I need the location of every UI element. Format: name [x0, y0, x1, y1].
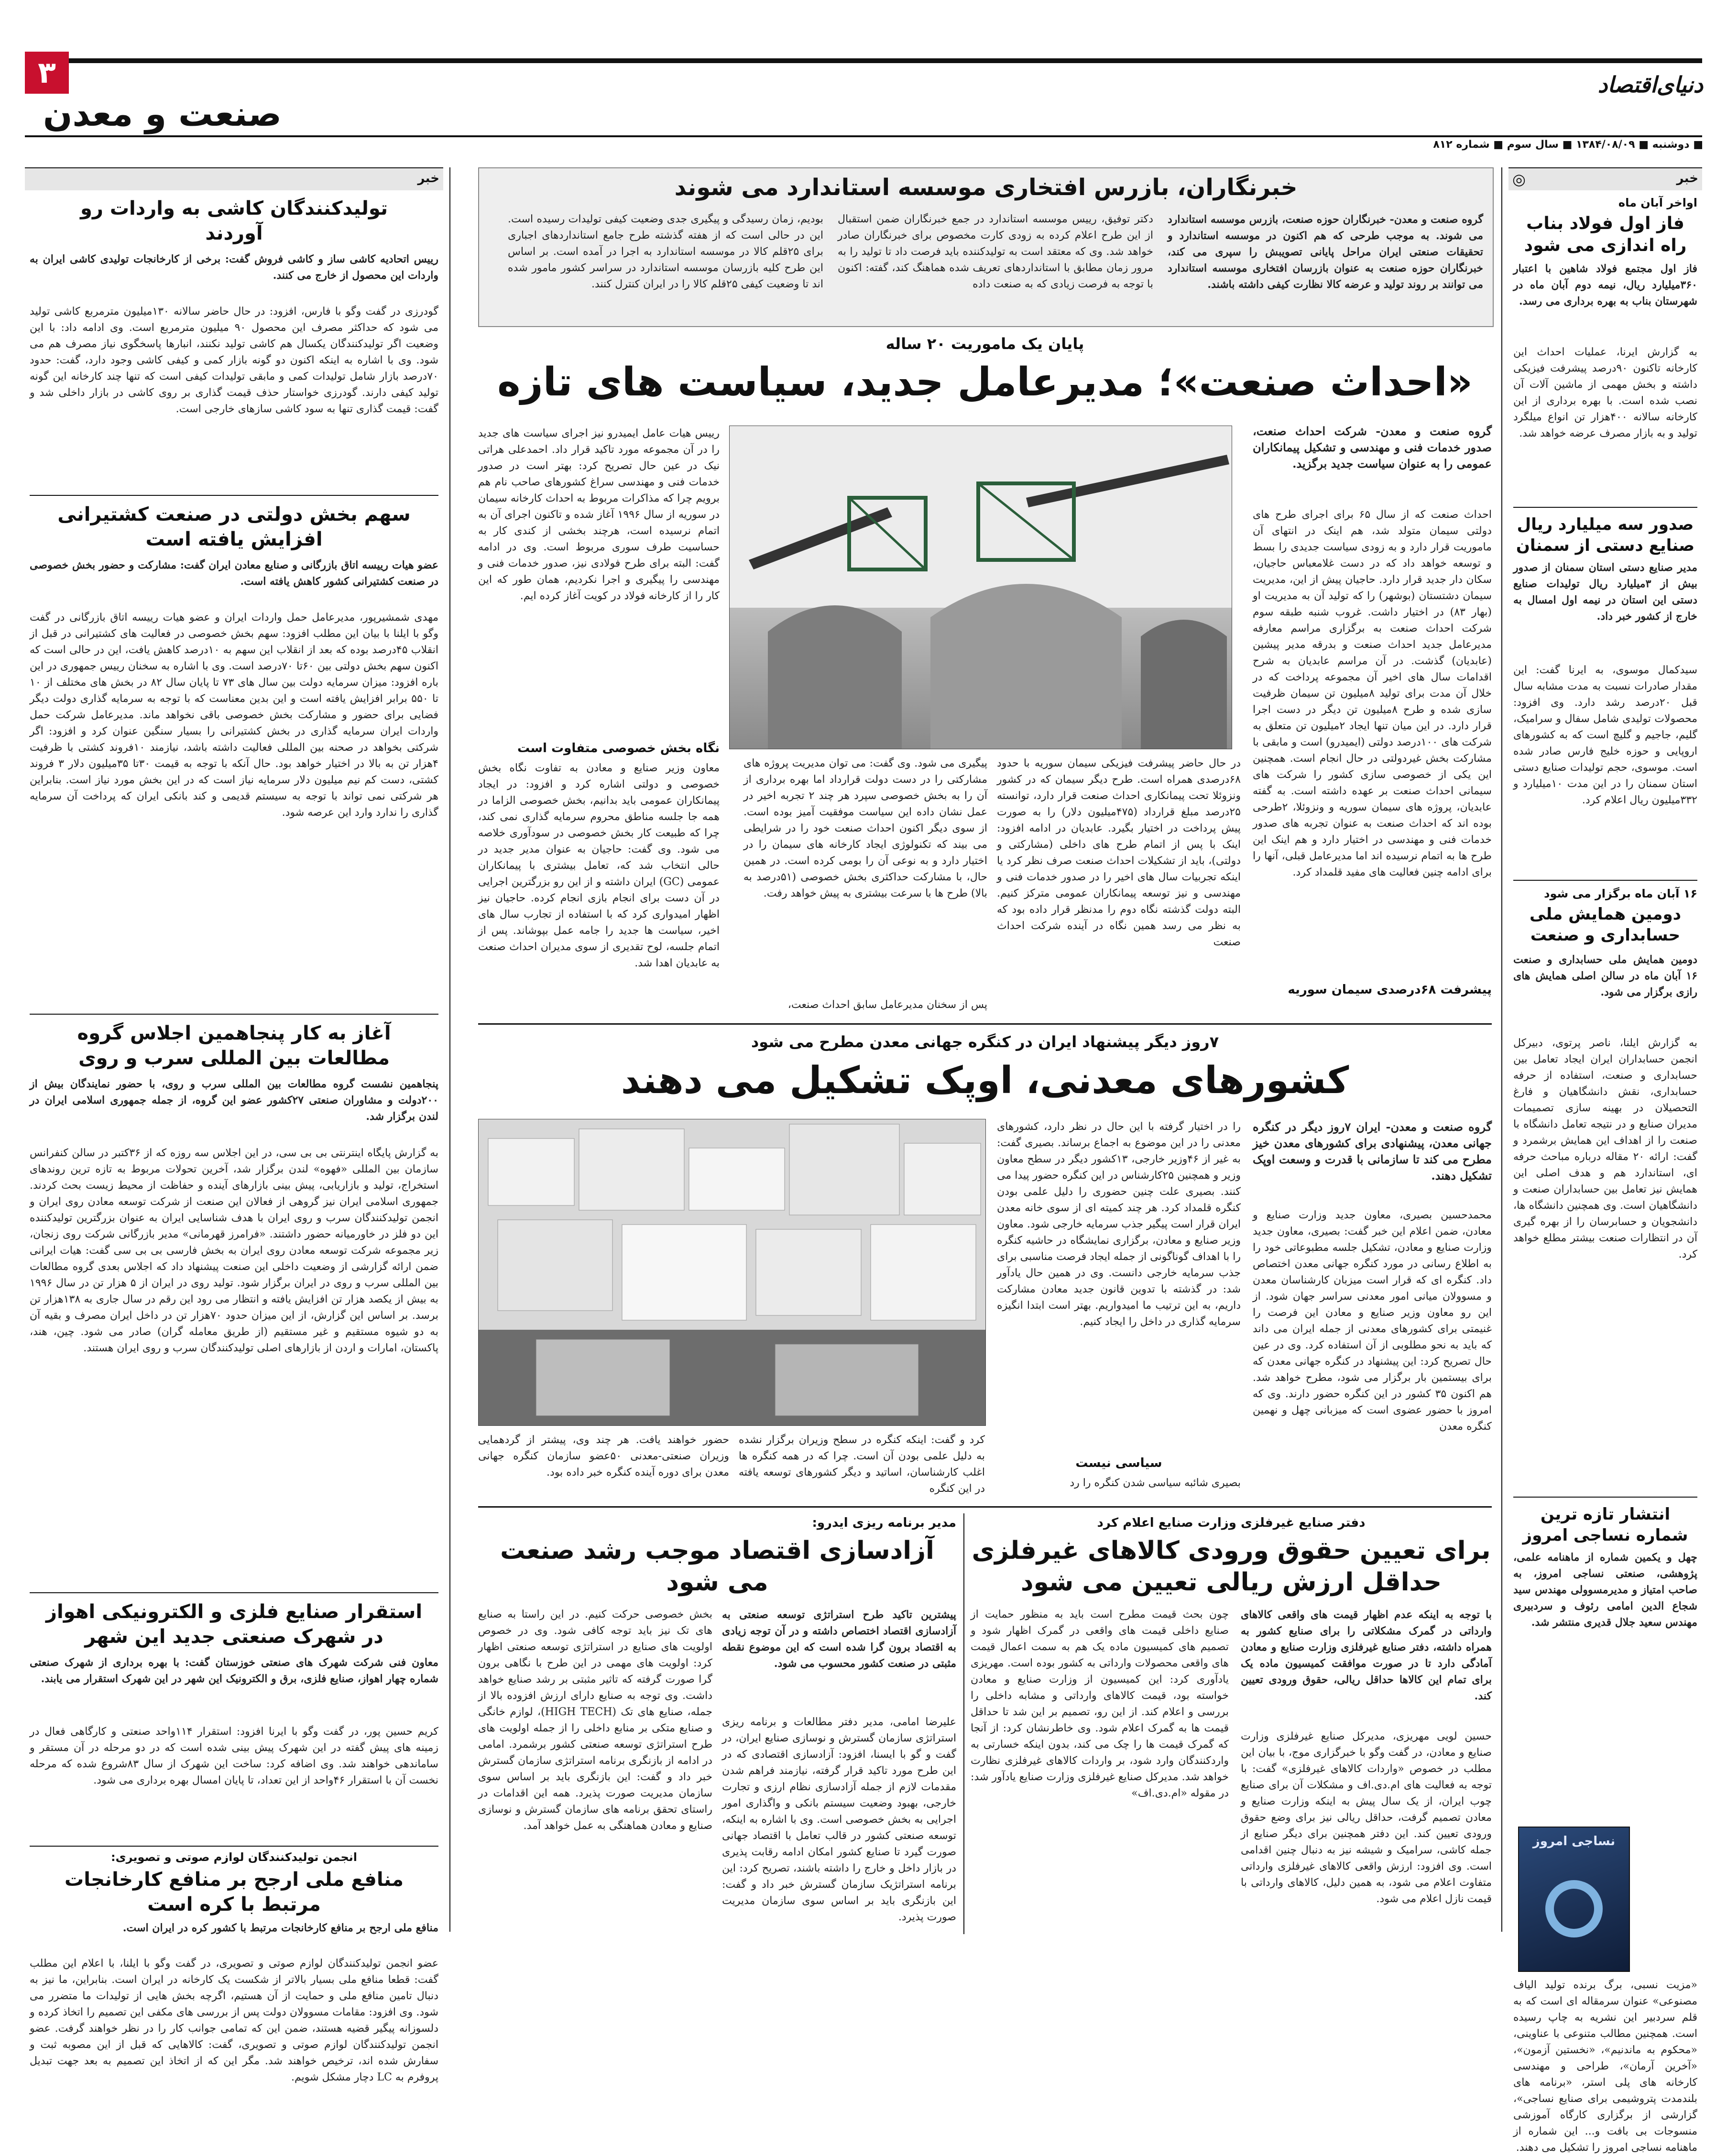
block-7 — [622, 1225, 746, 1320]
top-box-headline: خبرنگاران، بازرس افتخاری موسسه استاندارد می شوند — [674, 174, 1298, 201]
story-textile-body: «مزیت نسبی، برگ برنده تولید الیاف مصنوعی» عنوان سرمقاله ای است که به قلم سردبیر این نشریه به چاپ رسیده است. همچنین مطالب متنوعی با عناوینی، «محکوم به ماندنیم»، «نخستین آزمون»، «آخرین آرمان»، طراحی و مهندسی کارخانه های پلی استر، «برنامه های بلندمدت پتروشیمی برای صنایع نساجی»، گزارشی از برگزاری کارگاه آموزشی منسوجات بی بافت و... این شماره از ماهنامه نساجی امروز را تشکیل می دهند. — [1513, 1979, 1697, 2154]
sep-second-bottom — [478, 1506, 1492, 1508]
marble-quarry-photo — [478, 1119, 986, 1426]
story-ahvaz-lead: معاون فنی شرکت شهرک های صنعتی خوزستان گفت: با بهره برداری از شهرک صنعتی شماره چهار اهواز، صنایع فلزی، برق و الکترونیک این شهر در این شهرک استقرار می یابند. — [30, 1656, 438, 1685]
dateline: ■ دوشنبه ■ ۱۳۸۴/۰۸/۰۹ ■ سال سوم ■ شماره ۸۱۲ — [1433, 139, 1703, 151]
bottom-right-headline: برای تعیین حقوق ورودی کالاهای غیرفلزی حداقل ارزش ریالی تعیین می شود — [972, 1536, 1491, 1597]
story-accounting-headline: دومین همایش ملی حسابداری و صنعت — [1529, 905, 1682, 945]
second-story-headline: کشورهای معدنی، اوپک تشکیل می دهند — [621, 1059, 1349, 1102]
story-korea-headline: منافع ملی ارجح بر منافع کارخانجات مرتبط با کره است — [65, 1869, 404, 1915]
globe-icon: ◎ — [1512, 170, 1526, 188]
news-label-text: خبر — [417, 171, 439, 186]
story-lead-zinc-headline: آغاز به کار پنجاهمین اجلاس گروه مطالعات بین المللی سرب و روی — [77, 1022, 391, 1069]
second-story-col2b: بصیری شائبه سیاسی شدن کنگره را رد — [1070, 1477, 1241, 1489]
story-textile-headline: انتشار تازه ترین شماره نساجی امروز — [1522, 1505, 1688, 1545]
sky — [730, 426, 1232, 608]
left-sep-1 — [30, 495, 438, 496]
main-story-lead: گروه صنعت و معدن- شرکت احداث صنعت، صدور خدمات فنی و مهندسی و تشکیل پیمانکاران عمومی را به عنوان سیاست جدید برگزید. — [1253, 424, 1492, 471]
bottom-right-col2: چون بحث قیمت مطرح است باید به منظور حمایت از صنایع داخلی قیمت های واقعی در گمرک اظهار شود و تصمیم های کمیسیون ماده یک هم به سمت اعمال قیمت های واقعی محصولات وارداتی به کشور بوده است. مهریزی یادآوری کرد: این کمیسیون از وزارت صنایع و معادن خواسته بود، قیمت کالاهای وارداتی و مشابه داخلی را بررسی و اعلام کند. از این رو، تصمیم بر این شد تا حداقل قیمت ها به گمرک اعلام شود. وی خاطرنشان کرد: از آنجا که گمرک قیمت ها را چک می کند، بدون اینکه خسارتی به واردکنندگان وارد شود، بر واردات کالاهای غیرفلزی نظارت خواهد شد. مدیرکل صنایع غیرفلزی وزارت صنایع یادآور شد: در مقوله «ام.دی.اف» — [971, 1609, 1229, 1799]
story-bonab-lead: فاز اول مجتمع فولاد شاهین با اعتبار ۳۶۰میلیارد ریال، نیمه دوم آبان ماه در شهرستان بناب به بهره برداری می رسد. — [1513, 263, 1697, 307]
top-box-col3: بودیم، زمان رسیدگی و پیگیری جدی وضعیت کیفی تولیدات رسیده است. این در حالی است که از هفته گذشته طرح جامع استانداردهای اجباری برای ۲۵قلم کالا در موسسه استاندارد به اجرا در آمده است. بر اساس این طرح کلیه بازرسان موسسه استاندارد در سراسر کشور مامور شده اند تا وضعیت کیفی ۲۵قلم کالا را در ایران کنترل کنند. — [508, 213, 824, 290]
bottom-left-kicker: مدیر برنامه ریزی ایدرو: — [812, 1516, 956, 1530]
block-9 — [871, 1225, 976, 1320]
news-label-right — [1508, 167, 1702, 190]
second-story-subhead: سیاسی نیست — [1075, 1456, 1162, 1470]
second-story-kicker: ۷روز دیگر پیشنهاد ایران در کنگره جهانی معدن مطرح می شود — [751, 1033, 1219, 1051]
story-accounting-lead: دومین همایش ملی حسابداری و صنعت ۱۶ آبان ماه در سالن اصلی همایش های رازی برگزار می شود. — [1513, 953, 1697, 998]
top-box-col2: دکتر توفیق، رییس موسسه استاندارد در جمع خبرنگاران ضمن استقبال از این طرح اعلام کرده به زودی کارت مخصوص برای خبرنگاران صادر خواهد شد. وی که معتقد است به تولیدکننده باید فرصت داد تا تولید را به مرور زمان مطابق با استانداردهای تعریف شده هماهنگ کند، گفته: اکنون با توجه به فرصت زیادی که به صنعت داده — [838, 213, 1153, 290]
block-8 — [756, 1229, 861, 1315]
magazine-emblem — [1545, 1880, 1603, 1937]
masthead-under-rule — [25, 135, 1702, 137]
magazine-cover — [1518, 1827, 1630, 1972]
story-shipping-headline: سهم بخش دولتی در صنعت کشتیرانی افزایش یافته است — [57, 503, 411, 550]
story-tile-body: گودرزی در گفت وگو با فارس، افزود: در حال حاضر سالانه ۱۳۰میلیون مترمربع کاشی تولید می شود که حداکثر مصرف این محصول ۹۰ میلیون مترمربع است. وی ادامه داد: با این وضعیت اگر تولیدکنندگان یکسال هم کاشی تولید نکنند، انبارها پاسخگوی نیاز مصرف هم می شود. وی با اشاره به اینکه اکنون دو گونه بازار کمی و کیفی کاشی وجود دارد، گفت: حدود ۷۰درصد بازار شامل تولیدات کمی و مابقی تولیدات کیفی است که تنها چند کارخانه این گونه تولید کیفی دارند. گودرزی خواستار حذف قیمت گذاری بر روی کاشی در بازار داخلی شد و گفت: قیمت گذاری تنها به سود کاشی سازهای خارجی است. — [30, 306, 438, 415]
second-story — [478, 1033, 1492, 1501]
story-accounting-kicker: ۱۶ آبان ماه برگزار می شود — [1544, 887, 1697, 900]
masthead — [0, 0, 1727, 158]
left-sep-4 — [30, 1846, 438, 1847]
story-korea-lead: منافع ملی ارجح بر منافع کارخانجات مرتبط با کشور کره در ایران است. — [122, 1922, 438, 1934]
story-tile-headline: تولیدکنندگان کاشی به واردات رو آوردند — [80, 197, 388, 244]
main-story-kicker: پایان یک ماموریت ۲۰ ساله — [885, 335, 1084, 353]
block-6 — [498, 1220, 612, 1311]
story-ahvaz-body: کریم حسین پور، در گفت وگو با ایرنا افزود: استقرار ۱۱۴واحد صنعتی و کارگاهی فعال در زمینه های پیش گفته در این شهرک پیش بینی شده است که در دو مرحله در آن مستقر و ساماندهی خواهند شد. وی اضافه کرد: ساخت این شهرک از سال ۸۳شروع شده که مرحله نخست آن با استقرار ۴۶واحد از این تعداد، تا پایان امسال بهره برداری می شود. — [30, 1726, 438, 1786]
right-sep-3 — [1513, 1497, 1697, 1498]
bottom-left-lead: پیشترین تاکید طرح استراتژی توسعه صنعتی به آزادسازی اقتصاد اختصاص داشته و در آن توجه زیادی به اقتصاد برون گرا شده است که این موضوع نقطه مثبتی در صنعت کشور محسوب می شود. — [722, 1609, 956, 1670]
main-story-left-col: رییس هیات عامل ایمیدرو نیز اجرای سیاست های جدید را در آن مجموعه مورد تاکید قرار داد. احمدعلی هراتی نیک در عین حال تصریح کرد: بهتر است در صدور خدمات فنی و مهندسی سراغ کشورهای صاحب نام هم برویم چرا که مذاکرات مربوط به احداث کارخانه سیمان در سوریه از سال ۱۹۹۶ آغاز شده و تاکنون اجرای آن به اتمام نرسیده است، هرچند بخشی از کندی کار به حساسیت طرف سوری مربوط است. وی در ادامه گفت: البته برای طرح فولادی نیز، صدور خدمات فنی و مهندسی را پیگیری و اجرا نکردیم، همان طور که این کار را از کارخانه فولاد در کویت آغاز کرده ایم. — [478, 427, 720, 602]
sep-main-second — [478, 1023, 1492, 1025]
block-5 — [904, 1143, 981, 1215]
bottom-right-col1: حسین لویی مهریزی، مدیرکل صنایع غیرفلزی وزارت صنایع و معادن، در گفت وگو با خبرگزاری موج، با بیان این مطلب در خصوص «واردات کالاهای غیرفلزی» گفت: با توجه به فعالیت های ام.دی.اف و مشکلات آن برای صنایع چوب ایران، از یک سال پیش به اینکه وزارت صنایع و معادن تصمیم گرفت، حداقل ریالی نیز برای وضع حقوق ورودی تعیین کند. این دفتر همچنین برای دیگر صنایع از جمله کاشی، سرامیک و شیشه نیز به دنبال چنین اقدامی است. وی افزود: ارزش واقعی کالاهای غیرفلزی وارداتی متفاوت اعلام می شود، به همین دلیل، کالاهای وارداتی با قیمت نازل اعلام می شود. — [1241, 1730, 1492, 1905]
main-story — [478, 335, 1492, 1018]
main-story-left-col2: معاون وزیر صنایع و معادن به تفاوت نگاه بخش خصوصی و دولتی اشاره کرد و افزود: در ایجاد پیمانکاران عمومی باید بدانیم، بخش خصوصی الزاما در همه جا جلسه مناطق محروم سرمایه گذاری نمی کند، چرا که طبیعت کار بخش خصوصی در سودآوری خلاصه می شود. وی گفت: حاجیان به عنوان مدیر جدید در حالی انتخاب شد که، تعامل بیشتری با پیمانکاران عمومی (GC) ایران داشته و از این رو بزرگترین اجرایی در آن دست برای انجام بازی انجام کرده. حاجیان نیز اظهار امیدواری کرد که با استفاده از تجارب سال های اخیر، سیاست ها جدید را جامه عمل بپوشاند. پس از اتمام جلسه، لوح تقدیری از سوی مدیران احداث صنعت به عابدیان اهدا شد. — [478, 762, 720, 969]
left-sep-2 — [30, 1014, 438, 1015]
main-story-right-col: احداث صنعت که از سال ۶۵ برای اجرای طرح های دولتی سیمان متولد شد، هم اینک در انتهای آن ماموریت قرار دارد و به زودی سیاست جدیدی را بسط و توسعه خواهد داد که در دست غلامعباس حاجیان، سکان دار جدید قرار دارد. حاجیان پیش از این، مدیریت سیمان دشتستان (بوشهر) را که تولید آن به مدیریت او (بهار ۸۳) در اختیار داشت. غروب شنبه طبقه سوم شرکت احداث صنعت به برگزاری مراسم معارفه مدیرعامل جدید احداث صنعت و بدرقه مدیر پیشین (عابدیان) گذشت. در آن مراسم عابدیان به شرح اقدامات سال های اخیر آن مجموعه پرداخت که در خلال آن مدت برای تولید ۸میلیون تن سیمان ظرفیت سازی شده و طرح ۸میلیون تن دیگر در دست اجرا قرار دارد. در این میان تنها ایجاد ۲میلیون تن متعلق به شرکت های ۱۰۰درصد دولتی (ایمیدرو) است و مابقی با مشارکت بخش غیردولتی در حال انجام است. همچنین این یکی از خصوصی سازی کشور را شرکت های سیمانی احداث صنعت بر عهده داشته است. به گفته عابدیان، پروژه های سیمان سوریه و ونزوئلا، ۲طرحی بوده اند که احداث صنعت به عنوان تجربه های صدور خدمات فنی و مهندسی در اختیار دارد و هم اینک این طرح ها به اتمام نرسیده اند اما مدیرعامل قبلی، آنها را برای ادامه چنین فعالیت های مفید قلمداد کرد. — [1253, 509, 1492, 878]
right-sidebar — [1508, 167, 1702, 2154]
block-3 — [689, 1148, 785, 1210]
story-semnan-lead: مدیر صنایع دستی استان سمنان از صدور بیش از ۳میلیارد ریال تولیدات صنایع دستی این استان در نیمه اول امسال به خارج از کشور خبر داد. — [1513, 561, 1697, 623]
bottom-right-story — [971, 1516, 1492, 1937]
news-label-text: خبر — [1676, 171, 1698, 186]
silo-far — [1141, 620, 1227, 749]
story-bonab-kicker: اواخر آبان ماه — [1618, 196, 1697, 209]
divider-bottom-stories — [963, 1513, 964, 1934]
top-box — [478, 167, 1494, 327]
story-shipping-lead: عضو هیات رییسه اتاق بازرگانی و صنایع معادن ایران گفت: مشارکت و حضور بخش خصوصی در صنعت کشتیرانی کشور کاهش یافته است. — [30, 559, 438, 588]
story-bonab-headline: فاز اول فولاد بناب راه اندازی می شود — [1524, 214, 1687, 255]
bottom-right-kicker: دفتر صنایع غیرفلزی وزارت صنایع اعلام کرد — [1097, 1516, 1366, 1530]
story-tile-lead: رییس اتحادیه کاشی ساز و کاشی فروش گفت: برخی از کارخانجات تولیدی کاشی ایران به واردات این محصول از خارج می کنند. — [30, 253, 438, 282]
main-story-headline: «احداث صنعت»؛ مدیرعامل جدید، سیاست های تازه — [497, 360, 1473, 405]
bottom-left-story — [478, 1516, 956, 1937]
story-accounting-body: به گزارش ایلنا، ناصر پرتوی، دبیرکل انجمن حسابداران ایران ایجاد تعامل بین حسابداری و صنعت، استفاده از حرفه حسابداری، نقش دانشگاهیان و فارغ التحصیلان در بهینه سازی تصمیمات مدیران صنایع و در نتیجه تعامل دانشگاه با صنعت را از اهداف این همایش برشمرد و گفت: ارائه ۲۰ مقاله درباره مباحث حرفه ای، استاندارد هم و هدف اصلی این همایش نیز تعامل بین حسابداران صنعت و دانشگاهیان است. وی همچنین دانشگاه ها، دانشجویان و حسابرسان را از بهره گیری آن در انتظارات صنعت بیشتر مطلع خواهد کرد. — [1513, 1037, 1697, 1260]
story-ahvaz-headline: استقرار صنایع فلزی و الکترونیکی اهواز در شهرک صنعتی جدید این شهر — [45, 1601, 423, 1648]
right-sep-1 — [1513, 507, 1697, 508]
story-semnan-headline: صدور سه میلیارد ریال صنایع دستی از سمنان — [1516, 515, 1695, 555]
page-number: ۳ — [38, 55, 56, 90]
silo-left — [768, 605, 902, 749]
bottom-left-col1: علیرضا امامی، مدیر دفتر مطالعات و برنامه ریزی استراتژی سازمان گسترش و نوسازی صنایع ایران، در گفت و گو با ایسنا، افزود: آزادسازی اقتصادی که در این طرح مورد تاکید قرار گرفته، نیازمند فراهم شدن مقدمات لازم از جمله آزادسازی نظام ارزی و تجارت خارجی، بهبود وضعیت سیستم بانکی و واگذاری امور اجرایی به بخش خصوصی است. وی با اشاره به اینکه، توسعه صنعتی کشور در قالب تعامل با اقتصاد جهانی صورت گیرد تا صنایع کشور امکان ادامه رقابت پذیری در بازار داخل و خارج را داشته باشند، تصریح کرد: این برنامه استراتژیک سازمان گسترش خبر داد و گفت: این بازنگری باید بر اساس سوی سازمان مدیریت صورت پذیرد. — [722, 1716, 956, 1923]
story-semnan-body: سیدکمال موسوی، به ایرنا گفت: این مقدار صادرات نسبت به مدت مشابه سال قبل ۲۰درصد رشد دارد. وی افزود: محصولات تولیدی شامل سفال و سرامیک، گلیم، جاجیم و گلیچ است که به کشورهای اروپایی و حوزه خلیج فارس صادر شده است. موسوی، حجم تولیدات صنایع دستی استان سمنان را در این مدت ۱۰میلیارد و ۳۳۲میلیون ریال اعلام کرد. — [1513, 664, 1698, 806]
second-story-col2: را در اختیار گرفته با این حال در نظر دارد، کشورهای معدنی را در این موضوع به اجماع برساند. بصیری گفت: به غیر از ۴۶وزیر خارجی، ۱۳کشور دیگر در سطح معاون وزیر و همچنین ۲۵کارشناس در این کنگره حضور پیدا می کنند. بصیری علت چنین حضوری را دلیل علمی بودن کنگره قلمداد کرد. هر چند کمیته ای از سوی خانه معدن ایران قرار است پیگیر جذب سرمایه خارجی شود. معاون وزیر صنایع و معادن، برگزاری نمایشگاه در حاشیه کنگره را با اهداف گوناگونی از جمله ایجاد فرصت مناسبی برای جذب سرمایه خارجی دانست. وی در همین حال یادآور شد: در گذشته با تدوین قانون جدید معادن مشارکت داریم، به این ترتیب ما امیدواریم. بهتر است ابتدا انگیزه سرمایه گذاری در داخل را ایجاد کنیم. — [997, 1121, 1241, 1328]
block-1 — [488, 1138, 574, 1205]
main-story-caption: پس از سخنان مدیرعامل سابق احداث صنعت، — [787, 999, 987, 1011]
newspaper-logo: دنیای‌اقتصاد — [1597, 72, 1703, 98]
cement-plant-drawing — [730, 426, 1232, 749]
news-label-left — [25, 167, 443, 190]
bottom-right-lead: با توجه به اینکه عدم اظهار قیمت های واقعی کالاهای وارداتی در گمرک مشکلاتی را برای صنایع کشور به همراه داشته، دفتر صنایع غیرفلزی وزارت صنایع و معادن آمادگی دارد تا در صورت موافقت کمیسیون ماده یک برای تمام این کالاها حداقل ریالی، حقوق ورودی تعیین کند. — [1241, 1609, 1492, 1702]
second-story-lead: گروه صنعت و معدن- ایران ۷روز دیگر در کنگره جهانی معدن، پیشنهادی برای کشورهای معدن خیز مطرح می کند تا سازمانی با قدرت و وسعت اوپک تشکیل دهند. — [1253, 1120, 1492, 1182]
block-4 — [789, 1124, 899, 1215]
left-sep-3 — [30, 1592, 438, 1593]
story-lead-zinc-lead: پنجاهمین نشست گروه مطالعات بین المللی سرب و روی، با حضور نمایندگان بیش از ۲۰۰دولت و مشاوران صنعتی ۲۷کشور عضو این گروه، از جمله جمهوری اسلامی ایران در لندن برگزار شد. — [30, 1078, 438, 1123]
bottom-left-headline: آزادسازی اقتصاد موجب رشد صنعت می شود — [500, 1536, 934, 1597]
second-story-photo-cap1: کرد و گفت: اینکه کنگره در سطح وزیران برگزار نشده به دلیل علمی بودن آن است. چرا که در همه کنگره ها اغلب کارشناسان، اساتید و دیگر کشورهای توسعه یافته در این کنگره — [739, 1434, 985, 1495]
bottom-left-col2: بخش خصوصی حرکت کنیم. در این راستا به صنایع های تک نیز باید توجه کافی شود. وی در خصوص اولویت های صنایع در استراتژی توسعه صنعتی اظهار کرد: اولویت های مهمی در این طرح با نگاهی برون گرا صورت گرفته که تاثیر مثبتی بر رشد صنایع خواهد داشت. وی توجه به صنایع دارای ارزش افزوده بالا از جمله، صنایع های تک (HIGH TECH)، لوازم خانگی و صنایع متکی بر منابع داخلی را از جمله اولویت های طرح استراتژی توسعه صنعتی کشور برشمرد. امامی در ادامه از بازنگری برنامه استراتژی سازمان گسترش خبر داد و گفت: این بازنگری باید بر اساس سوی سازمان مدیریت صورت پذیرد. همه این اقدامات در راستای تحقق برنامه های سازمان گسترش و نوسازی صنایع و معادن هماهنگی به عمل خواهد آمد. — [478, 1609, 712, 1832]
block-11 — [775, 1344, 918, 1416]
block-10 — [536, 1339, 670, 1416]
cement-plant-photo — [729, 426, 1232, 749]
main-story-subhead-right: پیشرفت ۶۸درصدی سیمان سوریه — [1288, 983, 1492, 997]
second-story-col1: محمدحسین بصیری، معاون جدید وزارت صنایع و معادن، ضمن اعلام این خبر گفت: بصیری، معاون جدید وزارت صنایع و معادن، تشکیل جلسه مطبوعاتی خود را به اطلاع رسانی در مورد کنگره جهانی معدن اختصاص داد. کنگره ای که قرار است میزبان کارشناسان معدن و مسوولان میانی امور معدنی سراسر جهان شود. از این رو معاون وزیر صنایع و معادن این فرصت را غنیمتی برای کشورهای معدنی از جمله ایران می داند که باید به نحو مطلوبی از آن استفاده کرد. وی در عین حال تصریح کرد: این پیشنهاد در کنگره جهانی معدن که برای بیستمین بار برگزار می شود، مطرح خواهد شد. هم اکنون ۳۵ کشور در این کنگره حضور دارند. وی که امروز با حضور عضوی است که میزبانی چهل و نهمین کنگره معدن — [1253, 1209, 1492, 1433]
story-shipping-body: مهدی شمشیرپور، مدیرعامل حمل واردات ایران و عضو هیات رییسه اتاق بازرگانی در گفت وگو با ایلنا با بیان این مطلب افزود: سهم بخش خصوصی در فعالیت های کشتیرانی در قبل از انقلاب ۴۵درصد بوده که بعد از انقلاب این سهم به ۱۰درصد کاهش یافت، این در حالی است که اکنون سهم بخش دولتی بین ۶۰تا ۷۰درصد است. وی با اشاره به سخنان رییس جمهوری در این باره افزود: میزان سرمایه دولت بین سال های ۷۳ تا پایان سال ۸۲ در بخش های مختلف از ۱۰ تا ۵۵۰ برابر افزایش یافته است و این بدین معناست که با توجه به سرمایه گذاری دولت دیگر فضایی برای حضور و مشارکت بخش خصوصی باقی نخواهد ماند. مدیرعامل شرکت حمل واردات ایران سرمایه گذاری در بخش کشتیرانی را بسیار سنگین عنوان کرد و افزود: اگر شرکتی بخواهد در صحنه بین المللی فعالیت داشته باشد، نیازمند ۱۰فروند کشتی با ظرفیت ۴هزار تن به بالا در اختیار خواهد بود. حال آنکه با توجه به قیمت ۳۰تا ۳۵میلیون دلار ۳ فروند کشتی، دست کم نیم میلیون دلار سرمایه نیاز است که در این بخش مورد نیاز است. بنابراین هر شرکتی نمی تواند با توجه به سیستم قدیمی و کند بانکی ایران که پرداخت آن سرمایه گذاری را ندارد وارد این عرصه شود. — [30, 612, 439, 819]
right-sep-2 — [1513, 880, 1697, 881]
main-story-mid-col2: پیگیری می شود. وی گفت: می توان مدیریت پروژه های مشارکتی را در دست دولت قرارداد اما بهره برداری از آن را به بخش خصوصی سپرد هر چند ۲ تجربه اخیر در عمل نشان داده این سیاست موفقیت آمیز بوده است. از سوی دیگر اکنون احداث صنعت خود را در شرایطی می بیند که تکنولوژی ایجاد کارخانه های سیمان را در اختیار دارد و به نوعی آن را بومی کرده است. در همین حال، با مشارکت حداکثری بخش خصوصی (۵۱درصد به بالا) طرح ها با سرعت بیشتری به پیش خواهد رفت. — [743, 757, 988, 899]
page-number-box — [25, 52, 69, 94]
divider-right-sidebar — [1501, 167, 1502, 1932]
story-bonab-body: به گزارش ایرنا، عملیات احداث این کارخانه تاکنون ۹۰درصد پیشرفت فیزیکی داشته و بخش مهمی از ماشین آلات آن نصب شده است. با بهره برداری از این کارخانه سالانه ۴۰۰هزار تن انواع میلگرد تولید و به بازار مصرف عرضه خواهد شد. — [1513, 346, 1698, 439]
story-lead-zinc-body: به گزارش پایگاه اینترنتی بی بی سی، در این اجلاس سه روزه که از ۳۶کتبر در سالن کنفرانس سازمان بین المللی «فهوه» لندن برگزار شد، آخرین تحولات مربوط به تازه ترین روندهای استخراج، تولید و بازاریابی، پیش بینی بازارهای آینده و حفاظت از محیط زیست بحث کردند. جمهوری اسلامی ایران نیز گروهی از فعالان این صنعت از شرکت توسعه معادن روی ایران و انجمن تولیدکنندگان سرب و روی ایران با هدف شناسایی ایران به عنوان بزرگترین تولیدکننده این دو فلز در خاورمیانه حضور داشتند. «فرامرز قهرمانی» مدیر بازرگانی شرکت روی زنجان، زیر مجموعه شرکت توسعه معادن روی ایران به بخش فارسی بی بی سی گفت: هیات ایرانی ضمن ارائه گزارشی از وضعیت داخلی این صنعت پیشنهاد داد که اجلاس بعدی گروه مطالعات بین المللی سرب و روی در ایران برگزار شود. تولید روی در ایران از ۵ هزار تن در سال ۱۹۹۶ به بیش از یکصد هزار تن افزایش یافته و انتظار می رود این رقم در سال جاری به ۱۳۸هزار تن برسد. بر اساس این گزارش، از این میزان حدود ۷۰هزار تن در داخل ایران مصرف و بقیه آن به دو شیوه مستقیم و غیر مستقیم (از طریق معامله گران) صادر می شود. چین، هند، پاکستان، امارات و اردن از بازارهای اصلی تولیدکنندگان سرب و روی ایران هستند. — [30, 1147, 439, 1354]
main-story-subhead-left: نگاه بخش خصوصی متفاوت است — [517, 741, 720, 755]
silo-right — [930, 584, 1122, 749]
section-title: صنعت و معدن — [43, 94, 282, 134]
second-story-photo-cap2: حضور خواهند یافت. هر چند وی، پیشتر از گردهمایی وزیران صنعتی-معدنی ۵۰عضو سازمان کنگره جهانی معدن برای دوره آینده کنگره خبر داده بود. — [478, 1434, 729, 1478]
divider-left-sidebar — [449, 167, 450, 1932]
story-korea-kicker: انجمن تولیدکنندگان لوازم صوتی و تصویری: — [111, 1850, 357, 1864]
story-textile-lead: چهل و یکمین شماره از ماهنامه علمی، پژوهشی، صنعتی نساجی امروز، به صاحب امتیاز و مدیرمسوولی مهندس سید شجاع الدین امامی رئوف و سردبیری مهندس سعید جلال قدیری منتشر شد. — [1513, 1551, 1697, 1629]
magazine-title: نساجی امروز — [1532, 1834, 1616, 1849]
masthead-top-rule — [67, 58, 1702, 63]
marble-quarry-drawing — [479, 1119, 985, 1425]
main-story-mid-col1: در حال حاضر پیشرفت فیزیکی سیمان سوریه با حدود ۶۸درصدی همراه است. طرح دیگر سیمان که در کشور ونزوئلا تحت پیمانکاری احداث صنعت قرار دارد، توانسته ۲۵درصد مبلغ قرارداد (۴۷۵میلیون دلار) را به صورت پیش پرداخت در اختیار بگیرد. عابدیان در ادامه افزود: اینک با پس از اتمام طرح های داخلی (مشارکتی و دولتی)، باید از تشکیلات احداث صنعت صرف نظر کرد یا اینکه تجربیات سال های اخیر را در صدور خدمات فنی و مهندسی و نیز توسعه پیمانکاران عمومی مترکز کنیم. البته دولت گذشته نگاه دوم را مدنظر قرار داده بود که به نظر می رسد همین نگاه در آینده شرکت احداث صنعت — [997, 757, 1241, 948]
left-sidebar — [25, 167, 443, 2083]
top-box-col1: گروه صنعت و معدن- خبرنگاران حوزه صنعت، بازرس موسسه استاندارد می شوند. به موجب طرحی که هم اکنون در موسسه استاندارد و تحقیقات صنعتی ایران مراحل پایانی تصویبش را سپری می کند، خبرنگاران حوزه صنعت به عنوان بازرسان افتخاری موسسه استاندارد می توانند بر روند تولید و عرضه کالا نظارت کیفی داشته باشند. — [1168, 213, 1483, 291]
story-korea-body: عضو انجمن تولیدکنندگان لوازم صوتی و تصویری، در گفت وگو با ایلنا، با اعلام این مطلب گفت: قطعا منافع ملی بسیار بالاتر از شکست یک کارخانه در ایران است. بنابراین، ما نیز به دنبال تامین منافع ملی و حمایت از آن هستیم، اگرچه بخش هایی از تولیدات ما متضرر می شود. وی افزود: مقامات مسوولان دولت پس از بررسی های مکفی این تصمیم را اتخاذ کرده و دلسوزانه پیگیر قضیه هستند، ضمن این که تمامی جوانب کار را در نظر خواهند گرفت. عضو انجمن تولیدکنندگان لوازم صوتی و تصویری، گفت: کالاهایی که قبل از این مصوبه ثبت و سفارش شده اند، ترخیص خواهند شد. مگر این که از اتخاذ این تصمیم به بعد جهت تبدیل پروفرم به LC دچار مشکل شویم. — [30, 1958, 438, 2083]
block-2 — [579, 1129, 684, 1210]
